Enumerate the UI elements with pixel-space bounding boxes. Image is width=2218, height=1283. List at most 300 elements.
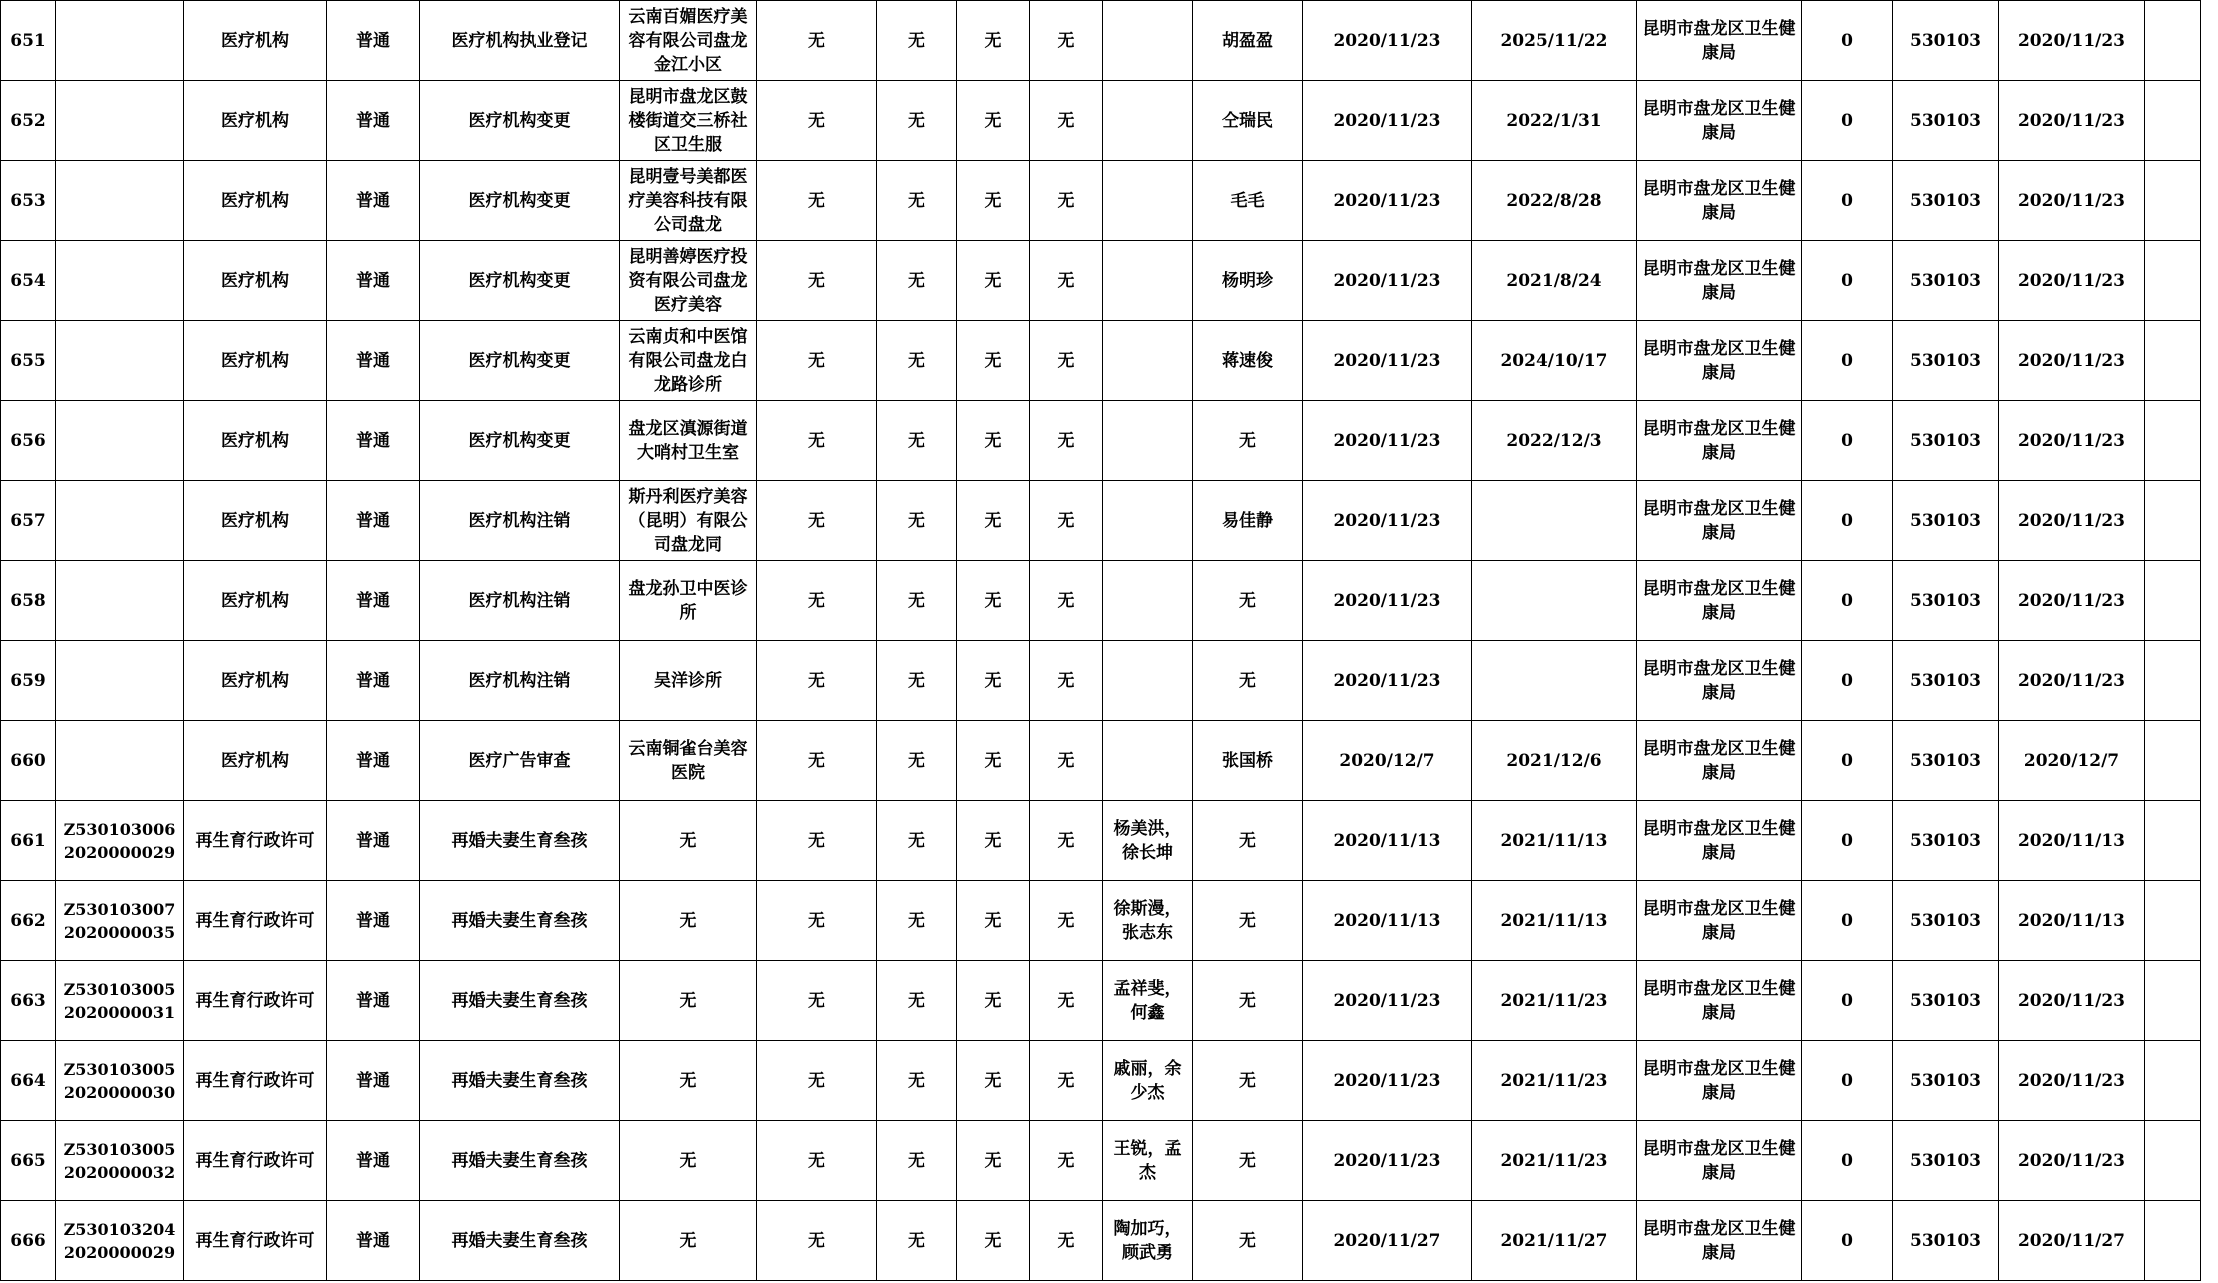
- category-cell: 医疗机构: [184, 481, 327, 561]
- item-type-cell: 再婚夫妻生育叁孩: [420, 881, 620, 961]
- category-cell: 再生育行政许可: [184, 1201, 327, 1281]
- field-c-cell: 无: [957, 1201, 1030, 1281]
- applicant-names-cell: [1103, 481, 1193, 561]
- category-cell: 医疗机构: [184, 641, 327, 721]
- issue-date-cell: 2020/11/23: [1303, 1041, 1472, 1121]
- permit-code-cell: Z5301030052020000032: [56, 1121, 184, 1201]
- table-row: [1, 321, 2201, 401]
- field-a-cell: 无: [757, 1041, 877, 1121]
- legal-person-cell: 无: [1193, 561, 1303, 641]
- field-c-cell: 无: [957, 1, 1030, 81]
- applicant-names-cell: [1103, 641, 1193, 721]
- blank-cell-cell: [2145, 81, 2201, 161]
- status-code-cell: 0: [1802, 401, 1893, 481]
- field-b-cell: 无: [877, 961, 957, 1041]
- issue-date-cell: 2020/11/13: [1303, 801, 1472, 881]
- category-cell: 医疗机构: [184, 1, 327, 81]
- applicant-names-cell: [1103, 321, 1193, 401]
- region-code-cell: 530103: [1893, 1041, 1999, 1121]
- permit-code-cell: [56, 561, 184, 641]
- field-d-cell: 无: [1030, 881, 1103, 961]
- legal-person-cell: 杨明珍: [1193, 241, 1303, 321]
- status-code-cell: 0: [1802, 1121, 1893, 1201]
- decision-date-cell: 2020/11/23: [1999, 81, 2145, 161]
- field-c-cell: 无: [957, 721, 1030, 801]
- entity-name-cell: 无: [620, 881, 757, 961]
- expiry-date-cell: 2021/11/23: [1472, 961, 1637, 1041]
- row-number-cell: 665: [1, 1121, 56, 1201]
- table-row: [1, 1041, 2201, 1121]
- row-number-cell: 651: [1, 1, 56, 81]
- field-a-cell: 无: [757, 481, 877, 561]
- expiry-date-cell: 2022/12/3: [1472, 401, 1637, 481]
- legal-person-cell: 张国桥: [1193, 721, 1303, 801]
- expiry-date-cell: 2021/11/13: [1472, 801, 1637, 881]
- status-code-cell: 0: [1802, 801, 1893, 881]
- entity-name-cell: 云南铜雀台美容医院: [620, 721, 757, 801]
- status-code-cell: 0: [1802, 241, 1893, 321]
- level-cell: 普通: [327, 561, 420, 641]
- table-row: [1, 961, 2201, 1041]
- row-number-cell: 664: [1, 1041, 56, 1121]
- region-code-cell: 530103: [1893, 641, 1999, 721]
- decision-date-cell: 2020/11/23: [1999, 961, 2145, 1041]
- blank-cell-cell: [2145, 161, 2201, 241]
- authority-cell: 昆明市盘龙区卫生健康局: [1637, 241, 1802, 321]
- blank-cell-cell: [2145, 401, 2201, 481]
- level-cell: 普通: [327, 161, 420, 241]
- row-number-cell: 653: [1, 161, 56, 241]
- item-type-cell: 再婚夫妻生育叁孩: [420, 1121, 620, 1201]
- status-code-cell: 0: [1802, 1041, 1893, 1121]
- field-b-cell: 无: [877, 721, 957, 801]
- legal-person-cell: 胡盈盈: [1193, 1, 1303, 81]
- region-code-cell: 530103: [1893, 1, 1999, 81]
- status-code-cell: 0: [1802, 641, 1893, 721]
- permit-code-cell: [56, 241, 184, 321]
- entity-name-cell: 云南贞和中医馆有限公司盘龙白龙路诊所: [620, 321, 757, 401]
- category-cell: 再生育行政许可: [184, 1121, 327, 1201]
- region-code-cell: 530103: [1893, 561, 1999, 641]
- expiry-date-cell: 2024/10/17: [1472, 321, 1637, 401]
- level-cell: 普通: [327, 401, 420, 481]
- field-d-cell: 无: [1030, 81, 1103, 161]
- level-cell: 普通: [327, 1201, 420, 1281]
- field-d-cell: 无: [1030, 161, 1103, 241]
- applicant-names-cell: [1103, 401, 1193, 481]
- field-c-cell: 无: [957, 321, 1030, 401]
- applicant-names-cell: 陶加巧，顾武勇: [1103, 1201, 1193, 1281]
- table-row: [1, 161, 2201, 241]
- legal-person-cell: 毛毛: [1193, 161, 1303, 241]
- category-cell: 医疗机构: [184, 81, 327, 161]
- decision-date-cell: 2020/11/23: [1999, 321, 2145, 401]
- item-type-cell: 再婚夫妻生育叁孩: [420, 1201, 620, 1281]
- entity-name-cell: 昆明壹号美都医疗美容科技有限公司盘龙: [620, 161, 757, 241]
- table-row: [1, 481, 2201, 561]
- authority-cell: 昆明市盘龙区卫生健康局: [1637, 81, 1802, 161]
- blank-cell-cell: [2145, 321, 2201, 401]
- applicant-names-cell: 孟祥斐，何鑫: [1103, 961, 1193, 1041]
- permit-code-cell: Z5301030072020000035: [56, 881, 184, 961]
- entity-name-cell: 吴洋诊所: [620, 641, 757, 721]
- expiry-date-cell: 2021/11/23: [1472, 1041, 1637, 1121]
- applicant-names-cell: 戚丽，余少杰: [1103, 1041, 1193, 1121]
- field-c-cell: 无: [957, 481, 1030, 561]
- level-cell: 普通: [327, 1, 420, 81]
- item-type-cell: 再婚夫妻生育叁孩: [420, 1041, 620, 1121]
- row-number-cell: 660: [1, 721, 56, 801]
- authority-cell: 昆明市盘龙区卫生健康局: [1637, 561, 1802, 641]
- table-row: [1, 241, 2201, 321]
- field-d-cell: 无: [1030, 801, 1103, 881]
- region-code-cell: 530103: [1893, 161, 1999, 241]
- blank-cell-cell: [2145, 961, 2201, 1041]
- issue-date-cell: 2020/11/13: [1303, 881, 1472, 961]
- legal-person-cell: 蒋速俊: [1193, 321, 1303, 401]
- row-number-cell: 663: [1, 961, 56, 1041]
- blank-cell-cell: [2145, 1201, 2201, 1281]
- entity-name-cell: 斯丹利医疗美容（昆明）有限公司盘龙同: [620, 481, 757, 561]
- permit-code-cell: [56, 641, 184, 721]
- field-a-cell: 无: [757, 81, 877, 161]
- table-row: [1, 881, 2201, 961]
- field-d-cell: 无: [1030, 401, 1103, 481]
- table-row: [1, 561, 2201, 641]
- region-code-cell: 530103: [1893, 401, 1999, 481]
- permit-code-cell: Z5301030062020000029: [56, 801, 184, 881]
- authority-cell: 昆明市盘龙区卫生健康局: [1637, 1, 1802, 81]
- field-c-cell: 无: [957, 961, 1030, 1041]
- permit-code-cell: [56, 401, 184, 481]
- item-type-cell: 医疗机构注销: [420, 641, 620, 721]
- field-d-cell: 无: [1030, 961, 1103, 1041]
- field-a-cell: 无: [757, 641, 877, 721]
- field-c-cell: 无: [957, 81, 1030, 161]
- decision-date-cell: 2020/11/23: [1999, 641, 2145, 721]
- expiry-date-cell: 2022/8/28: [1472, 161, 1637, 241]
- category-cell: 医疗机构: [184, 401, 327, 481]
- permit-code-cell: [56, 1, 184, 81]
- permit-code-cell: Z5301030052020000031: [56, 961, 184, 1041]
- issue-date-cell: 2020/11/23: [1303, 81, 1472, 161]
- field-b-cell: 无: [877, 1121, 957, 1201]
- region-code-cell: 530103: [1893, 801, 1999, 881]
- blank-cell-cell: [2145, 1041, 2201, 1121]
- item-type-cell: 医疗机构变更: [420, 321, 620, 401]
- decision-date-cell: 2020/11/27: [1999, 1201, 2145, 1281]
- expiry-date-cell: 2021/11/23: [1472, 1121, 1637, 1201]
- field-b-cell: 无: [877, 881, 957, 961]
- legal-person-cell: 无: [1193, 1201, 1303, 1281]
- issue-date-cell: 2020/11/23: [1303, 481, 1472, 561]
- applicant-names-cell: [1103, 1, 1193, 81]
- region-code-cell: 530103: [1893, 1121, 1999, 1201]
- decision-date-cell: 2020/11/23: [1999, 1041, 2145, 1121]
- field-a-cell: 无: [757, 881, 877, 961]
- table-row: [1, 801, 2201, 881]
- field-b-cell: 无: [877, 641, 957, 721]
- field-a-cell: 无: [757, 801, 877, 881]
- entity-name-cell: 无: [620, 961, 757, 1041]
- permit-code-cell: [56, 161, 184, 241]
- legal-person-cell: 无: [1193, 881, 1303, 961]
- category-cell: 医疗机构: [184, 241, 327, 321]
- issue-date-cell: 2020/11/23: [1303, 161, 1472, 241]
- entity-name-cell: 无: [620, 1121, 757, 1201]
- expiry-date-cell: [1472, 641, 1637, 721]
- level-cell: 普通: [327, 81, 420, 161]
- category-cell: 医疗机构: [184, 561, 327, 641]
- issue-date-cell: 2020/11/23: [1303, 241, 1472, 321]
- field-a-cell: 无: [757, 161, 877, 241]
- region-code-cell: 530103: [1893, 81, 1999, 161]
- row-number-cell: 659: [1, 641, 56, 721]
- status-code-cell: 0: [1802, 561, 1893, 641]
- decision-date-cell: 2020/11/13: [1999, 881, 2145, 961]
- item-type-cell: 医疗机构变更: [420, 241, 620, 321]
- applicant-names-cell: [1103, 161, 1193, 241]
- table-row: [1, 1121, 2201, 1201]
- field-a-cell: 无: [757, 961, 877, 1041]
- item-type-cell: 医疗机构变更: [420, 81, 620, 161]
- item-type-cell: 医疗机构注销: [420, 481, 620, 561]
- region-code-cell: 530103: [1893, 241, 1999, 321]
- permit-code-cell: Z5301030052020000030: [56, 1041, 184, 1121]
- authority-cell: 昆明市盘龙区卫生健康局: [1637, 161, 1802, 241]
- expiry-date-cell: 2021/8/24: [1472, 241, 1637, 321]
- item-type-cell: 医疗机构变更: [420, 401, 620, 481]
- blank-cell-cell: [2145, 641, 2201, 721]
- expiry-date-cell: 2021/11/13: [1472, 881, 1637, 961]
- applicant-names-cell: 王锐，孟杰: [1103, 1121, 1193, 1201]
- category-cell: 再生育行政许可: [184, 881, 327, 961]
- authority-cell: 昆明市盘龙区卫生健康局: [1637, 1201, 1802, 1281]
- category-cell: 医疗机构: [184, 321, 327, 401]
- level-cell: 普通: [327, 1041, 420, 1121]
- item-type-cell: 医疗机构注销: [420, 561, 620, 641]
- table-row: [1, 721, 2201, 801]
- row-number-cell: 655: [1, 321, 56, 401]
- entity-name-cell: 无: [620, 1201, 757, 1281]
- row-number-cell: 666: [1, 1201, 56, 1281]
- field-c-cell: 无: [957, 241, 1030, 321]
- permit-code-cell: [56, 721, 184, 801]
- status-code-cell: 0: [1802, 321, 1893, 401]
- field-a-cell: 无: [757, 321, 877, 401]
- decision-date-cell: 2020/11/23: [1999, 1121, 2145, 1201]
- field-a-cell: 无: [757, 721, 877, 801]
- expiry-date-cell: [1472, 561, 1637, 641]
- issue-date-cell: 2020/11/23: [1303, 401, 1472, 481]
- row-number-cell: 654: [1, 241, 56, 321]
- level-cell: 普通: [327, 321, 420, 401]
- authority-cell: 昆明市盘龙区卫生健康局: [1637, 321, 1802, 401]
- entity-name-cell: 昆明市盘龙区鼓楼街道交三桥社区卫生服: [620, 81, 757, 161]
- authority-cell: 昆明市盘龙区卫生健康局: [1637, 961, 1802, 1041]
- applicant-names-cell: 杨美洪，徐长坤: [1103, 801, 1193, 881]
- authority-cell: 昆明市盘龙区卫生健康局: [1637, 801, 1802, 881]
- applicant-names-cell: [1103, 241, 1193, 321]
- blank-cell-cell: [2145, 481, 2201, 561]
- table-row: [1, 81, 2201, 161]
- level-cell: 普通: [327, 961, 420, 1041]
- field-a-cell: 无: [757, 401, 877, 481]
- field-b-cell: 无: [877, 161, 957, 241]
- issue-date-cell: 2020/11/27: [1303, 1201, 1472, 1281]
- level-cell: 普通: [327, 801, 420, 881]
- entity-name-cell: 云南百媚医疗美容有限公司盘龙金江小区: [620, 1, 757, 81]
- item-type-cell: 再婚夫妻生育叁孩: [420, 801, 620, 881]
- field-b-cell: 无: [877, 401, 957, 481]
- region-code-cell: 530103: [1893, 1201, 1999, 1281]
- field-c-cell: 无: [957, 641, 1030, 721]
- entity-name-cell: 盘龙孙卫中医诊所: [620, 561, 757, 641]
- field-c-cell: 无: [957, 561, 1030, 641]
- level-cell: 普通: [327, 881, 420, 961]
- field-d-cell: 无: [1030, 1201, 1103, 1281]
- field-a-cell: 无: [757, 1, 877, 81]
- expiry-date-cell: 2025/11/22: [1472, 1, 1637, 81]
- legal-person-cell: 易佳静: [1193, 481, 1303, 561]
- region-code-cell: 530103: [1893, 321, 1999, 401]
- status-code-cell: 0: [1802, 721, 1893, 801]
- row-number-cell: 656: [1, 401, 56, 481]
- decision-date-cell: 2020/11/23: [1999, 161, 2145, 241]
- table-row: [1, 1, 2201, 81]
- decision-date-cell: 2020/11/13: [1999, 801, 2145, 881]
- item-type-cell: 医疗机构执业登记: [420, 1, 620, 81]
- field-b-cell: 无: [877, 241, 957, 321]
- permit-code-cell: [56, 321, 184, 401]
- category-cell: 再生育行政许可: [184, 801, 327, 881]
- blank-cell-cell: [2145, 561, 2201, 641]
- field-b-cell: 无: [877, 801, 957, 881]
- applicant-names-cell: 徐斯漫，张志东: [1103, 881, 1193, 961]
- field-d-cell: 无: [1030, 1041, 1103, 1121]
- decision-date-cell: 2020/11/23: [1999, 401, 2145, 481]
- row-number-cell: 661: [1, 801, 56, 881]
- entity-name-cell: 无: [620, 1041, 757, 1121]
- issue-date-cell: 2020/11/23: [1303, 961, 1472, 1041]
- expiry-date-cell: 2021/11/27: [1472, 1201, 1637, 1281]
- field-b-cell: 无: [877, 1201, 957, 1281]
- blank-cell-cell: [2145, 881, 2201, 961]
- authority-cell: 昆明市盘龙区卫生健康局: [1637, 641, 1802, 721]
- issue-date-cell: 2020/11/23: [1303, 561, 1472, 641]
- field-c-cell: 无: [957, 161, 1030, 241]
- category-cell: 医疗机构: [184, 721, 327, 801]
- blank-cell-cell: [2145, 801, 2201, 881]
- decision-date-cell: 2020/11/23: [1999, 1, 2145, 81]
- field-d-cell: 无: [1030, 721, 1103, 801]
- decision-date-cell: 2020/11/23: [1999, 561, 2145, 641]
- expiry-date-cell: [1472, 481, 1637, 561]
- field-b-cell: 无: [877, 321, 957, 401]
- table-row: [1, 641, 2201, 721]
- field-c-cell: 无: [957, 1041, 1030, 1121]
- decision-date-cell: 2020/11/23: [1999, 241, 2145, 321]
- blank-cell-cell: [2145, 1, 2201, 81]
- field-b-cell: 无: [877, 481, 957, 561]
- issue-date-cell: 2020/11/23: [1303, 1121, 1472, 1201]
- status-code-cell: 0: [1802, 881, 1893, 961]
- item-type-cell: 医疗机构变更: [420, 161, 620, 241]
- decision-date-cell: 2020/11/23: [1999, 481, 2145, 561]
- category-cell: 再生育行政许可: [184, 1041, 327, 1121]
- permit-code-cell: Z5301032042020000029: [56, 1201, 184, 1281]
- level-cell: 普通: [327, 641, 420, 721]
- expiry-date-cell: 2022/1/31: [1472, 81, 1637, 161]
- permit-code-cell: [56, 81, 184, 161]
- issue-date-cell: 2020/12/7: [1303, 721, 1472, 801]
- table-body: [1, 1, 2201, 1281]
- table-row: [1, 401, 2201, 481]
- issue-date-cell: 2020/11/23: [1303, 1, 1472, 81]
- issue-date-cell: 2020/11/23: [1303, 641, 1472, 721]
- field-c-cell: 无: [957, 801, 1030, 881]
- region-code-cell: 530103: [1893, 481, 1999, 561]
- issue-date-cell: 2020/11/23: [1303, 321, 1472, 401]
- field-b-cell: 无: [877, 81, 957, 161]
- field-d-cell: 无: [1030, 641, 1103, 721]
- region-code-cell: 530103: [1893, 721, 1999, 801]
- row-number-cell: 652: [1, 81, 56, 161]
- entity-name-cell: 无: [620, 801, 757, 881]
- status-code-cell: 0: [1802, 161, 1893, 241]
- field-c-cell: 无: [957, 401, 1030, 481]
- field-d-cell: 无: [1030, 561, 1103, 641]
- legal-person-cell: 无: [1193, 961, 1303, 1041]
- authority-cell: 昆明市盘龙区卫生健康局: [1637, 1041, 1802, 1121]
- item-type-cell: 医疗广告审查: [420, 721, 620, 801]
- blank-cell-cell: [2145, 1121, 2201, 1201]
- authority-cell: 昆明市盘龙区卫生健康局: [1637, 481, 1802, 561]
- field-d-cell: 无: [1030, 1121, 1103, 1201]
- authority-cell: 昆明市盘龙区卫生健康局: [1637, 721, 1802, 801]
- field-d-cell: 无: [1030, 1, 1103, 81]
- field-d-cell: 无: [1030, 321, 1103, 401]
- field-a-cell: 无: [757, 1121, 877, 1201]
- status-code-cell: 0: [1802, 961, 1893, 1041]
- field-b-cell: 无: [877, 561, 957, 641]
- authority-cell: 昆明市盘龙区卫生健康局: [1637, 401, 1802, 481]
- category-cell: 医疗机构: [184, 161, 327, 241]
- item-type-cell: 再婚夫妻生育叁孩: [420, 961, 620, 1041]
- table-row: [1, 1201, 2201, 1281]
- entity-name-cell: 昆明善婷医疗投资有限公司盘龙医疗美容: [620, 241, 757, 321]
- expiry-date-cell: 2021/12/6: [1472, 721, 1637, 801]
- legal-person-cell: 仝瑞民: [1193, 81, 1303, 161]
- legal-person-cell: 无: [1193, 1121, 1303, 1201]
- field-c-cell: 无: [957, 1121, 1030, 1201]
- level-cell: 普通: [327, 241, 420, 321]
- status-code-cell: 0: [1802, 481, 1893, 561]
- field-a-cell: 无: [757, 1201, 877, 1281]
- level-cell: 普通: [327, 1121, 420, 1201]
- field-c-cell: 无: [957, 881, 1030, 961]
- entity-name-cell: 盘龙区滇源街道大哨村卫生室: [620, 401, 757, 481]
- row-number-cell: 662: [1, 881, 56, 961]
- field-b-cell: 无: [877, 1, 957, 81]
- status-code-cell: 0: [1802, 1201, 1893, 1281]
- blank-cell-cell: [2145, 241, 2201, 321]
- level-cell: 普通: [327, 481, 420, 561]
- authority-cell: 昆明市盘龙区卫生健康局: [1637, 1121, 1802, 1201]
- applicant-names-cell: [1103, 561, 1193, 641]
- decision-date-cell: 2020/12/7: [1999, 721, 2145, 801]
- region-code-cell: 530103: [1893, 881, 1999, 961]
